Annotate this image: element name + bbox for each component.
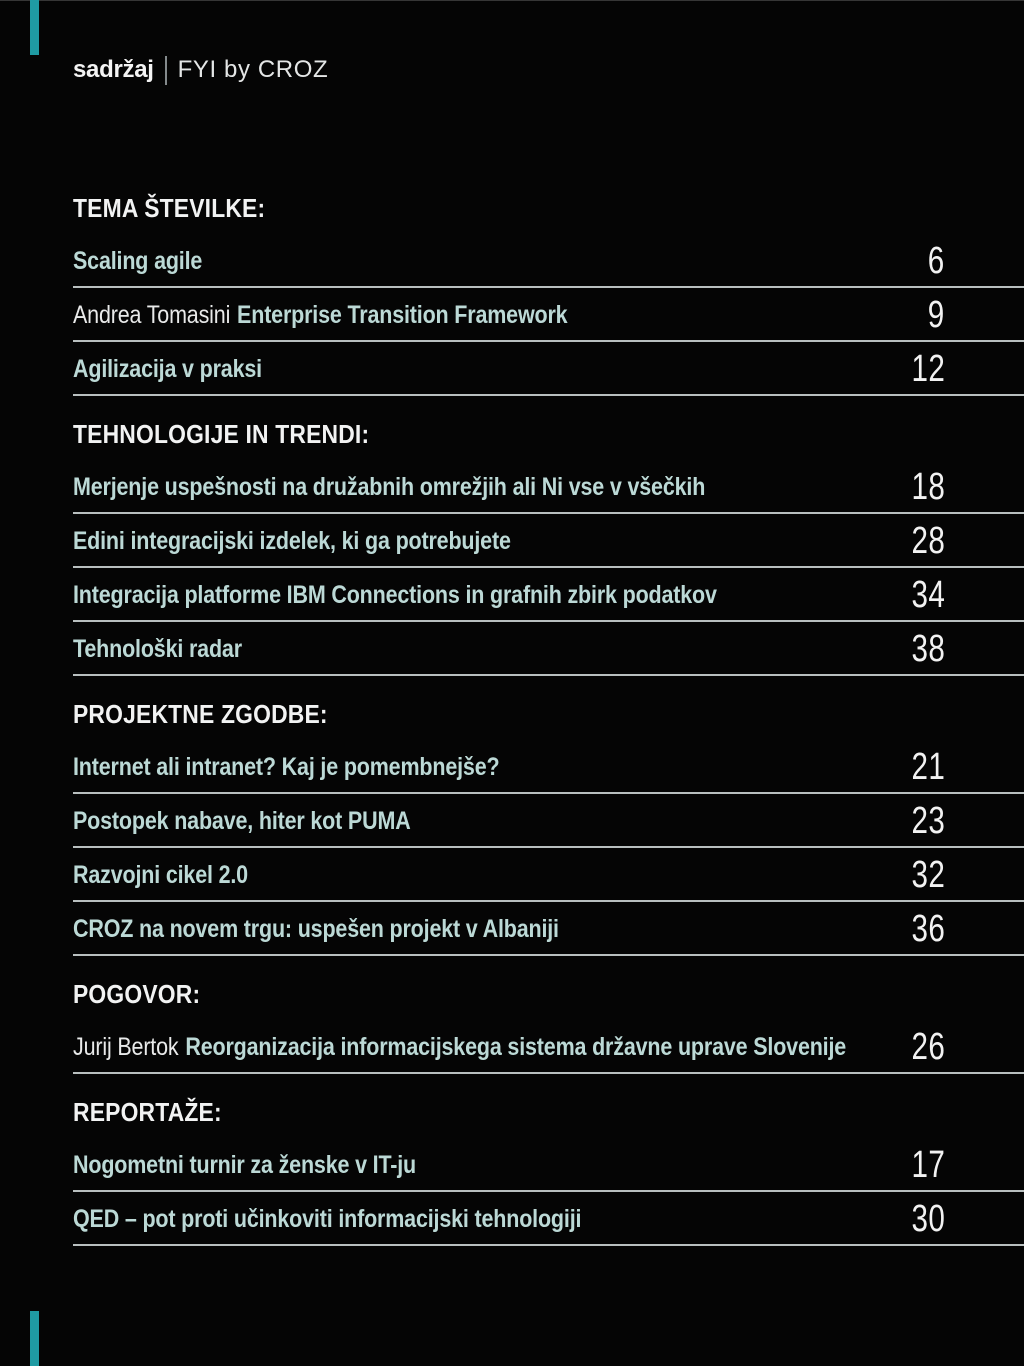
header-divider-bar <box>165 56 167 85</box>
toc-row-page-number: 26 <box>911 1026 945 1068</box>
section-heading <box>73 396 1024 460</box>
toc-row-title <box>73 301 567 330</box>
toc-row-page-number: 17 <box>911 1144 945 1186</box>
toc-row-page-number: 18 <box>911 466 945 508</box>
toc-row-page-number: 30 <box>911 1198 945 1240</box>
toc-row-page-number: 23 <box>911 800 945 842</box>
fold-mark-top <box>30 0 39 55</box>
section-heading <box>73 1074 1024 1138</box>
toc-row-title <box>73 861 248 890</box>
toc-row-article-title: Merjenje uspešnosti na družabnih omrežjih ali Ni vse v všečkih <box>73 473 706 501</box>
toc-row-article-title: Enterprise Transition Framework <box>237 301 568 329</box>
toc-row-article-title: CROZ na novem trgu: uspešen projekt v Albaniji <box>73 915 559 943</box>
toc-row-article-title: Internet ali intranet? Kaj je pomembnejše? <box>73 753 500 781</box>
toc-row-article-title: Edini integracijski izdelek, ki ga potrebujete <box>73 527 511 555</box>
table-of-contents <box>73 170 1024 1246</box>
toc-row <box>73 514 1024 568</box>
toc-row <box>73 1138 1024 1192</box>
toc-row <box>73 568 1024 622</box>
toc-row-page-number: 6 <box>928 240 945 282</box>
section-heading <box>73 676 1024 740</box>
toc-row-page-number: 36 <box>911 908 945 950</box>
section-heading <box>73 170 1024 234</box>
page-header <box>73 54 328 86</box>
toc-row <box>73 1020 1024 1074</box>
toc-row-page-number: 38 <box>911 628 945 670</box>
toc-row-page-number: 32 <box>911 854 945 896</box>
toc-row <box>73 794 1024 848</box>
section-heading <box>73 956 1024 1020</box>
toc-row-title <box>73 247 202 276</box>
toc-row-article-title: Reorganizacija informacijskega sistema državne uprave Slovenije <box>185 1033 847 1061</box>
toc-row <box>73 622 1024 676</box>
toc-row-article-title: Postopek nabave, hiter kot PUMA <box>73 807 411 835</box>
toc-row-title <box>73 753 499 782</box>
toc-row-article-title: Scaling agile <box>73 247 203 275</box>
toc-row-article-title: QED – pot proti učinkoviti informacijski tehnologiji <box>73 1205 582 1233</box>
toc-row-article-title: Nogometni turnir za ženske v IT-ju <box>73 1151 416 1179</box>
section-heading-text: TEHNOLOGIJE IN TRENDI: <box>73 419 370 449</box>
toc-row-article-title: Razvojni cikel 2.0 <box>73 861 248 889</box>
toc-row-title <box>73 1205 581 1234</box>
section-heading-text: REPORTAŽE: <box>73 1097 222 1127</box>
page-top-edge <box>0 0 1024 1</box>
toc-row-title <box>73 355 262 384</box>
toc-row-page-number: 21 <box>911 746 945 788</box>
toc-row <box>73 902 1024 956</box>
toc-row-title <box>73 635 242 664</box>
section-heading-text: PROJEKTNE ZGODBE: <box>73 699 328 729</box>
toc-row-title <box>73 915 559 944</box>
section-heading-text: POGOVOR: <box>73 979 201 1009</box>
toc-row-title <box>73 473 705 502</box>
toc-row-author: Andrea Tomasini <box>73 301 231 329</box>
magazine-title: FYI by CROZ <box>177 56 329 83</box>
toc-row <box>73 1192 1024 1246</box>
toc-row-article-title: Tehnološki radar <box>73 635 242 663</box>
toc-row-title <box>73 1151 416 1180</box>
toc-row-title <box>73 1033 846 1062</box>
toc-row-title <box>73 807 411 836</box>
fold-mark-bottom <box>30 1311 39 1366</box>
toc-row <box>73 234 1024 288</box>
toc-row-title <box>73 527 511 556</box>
toc-row-article-title: Integracija platforme IBM Connections in grafnih zbirk podatkov <box>73 581 717 609</box>
contents-label: sadržaj <box>73 56 154 83</box>
toc-row-page-number: 34 <box>911 574 945 616</box>
toc-row-page-number: 9 <box>928 294 945 336</box>
toc-row <box>73 740 1024 794</box>
toc-row-title <box>73 581 717 610</box>
toc-row-author: Jurij Bertok <box>73 1033 179 1061</box>
toc-row-page-number: 12 <box>911 348 945 390</box>
toc-row-page-number: 28 <box>911 520 945 562</box>
toc-row-article-title: Agilizacija v praksi <box>73 355 262 383</box>
toc-row <box>73 848 1024 902</box>
section-heading-text: TEMA ŠTEVILKE: <box>73 193 266 223</box>
toc-row <box>73 342 1024 396</box>
toc-row <box>73 288 1024 342</box>
toc-row <box>73 460 1024 514</box>
